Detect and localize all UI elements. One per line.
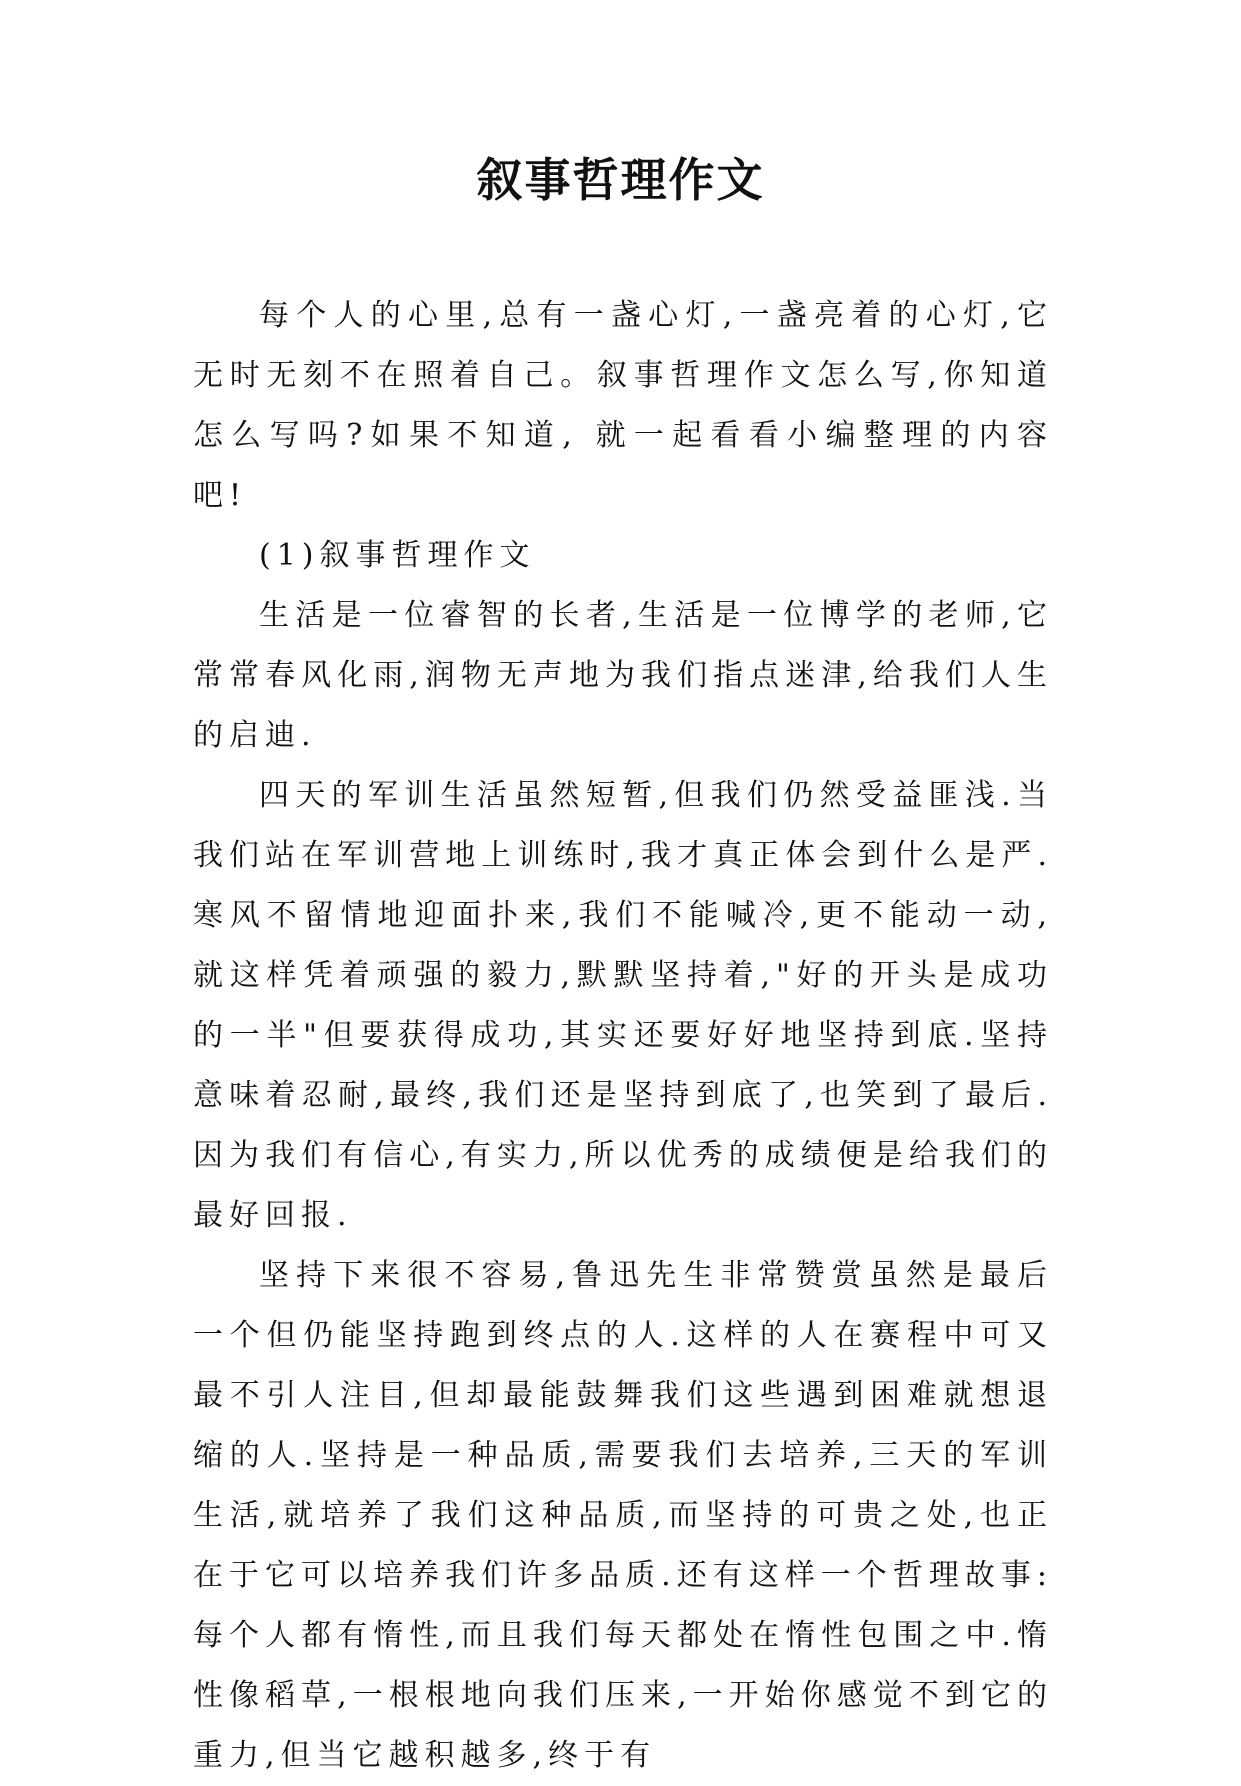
document-title: 叙事哲理作文	[476, 153, 765, 207]
paragraph-section-heading: (1)叙事哲理作文	[259, 538, 536, 573]
paragraph-military-training: 四天的军训生活虽然短暂,但我们仍然受益匪浅.当我们站在军训营地上训练时,我才真正体会到什么是严.寒风不留情地迎面扑来,我们不能喊冷,更不能动一动,就这样凭着顽强的毅力,默默坚持着,"好的开头是成功的一半"但要获得成功,其实还要好好地坚持到底.坚持意味着忍耐,最终,我们还是坚持到底了,也笑到了最后.因为我们有信心,有实力,所以优秀的成绩便是给我们的最好回报.	[193, 778, 1053, 1233]
document-body	[193, 286, 1053, 1786]
paragraph-life-teacher: 生活是一位睿智的长者,生活是一位博学的老师,它常常春风化雨,润物无声地为我们指点迷津,给我们人生的启迪.	[193, 598, 1053, 753]
paragraph-persistence: 坚持下来很不容易,鲁迅先生非常赞赏虽然是最后一个但仍能坚持跑到终点的人.这样的人在赛程中可又最不引人注目,但却最能鼓舞我们这些遇到困难就想退缩的人.坚持是一种品质,需要我们去培养,三天的军训生活,就培养了我们这种品质,而坚持的可贵之处,也正在于它可以培养我们许多品质.还有这样一个哲理故事:每个人都有惰性,而且我们每天都处在惰性包围之中.惰性像稻草,一根根地向我们压来,一开始你感觉不到它的重力,但当它越积越多,终于有	[193, 1258, 1053, 1773]
paragraph-intro: 每个人的心里,总有一盏心灯,一盏亮着的心灯,它无时无刻不在照着自己。叙事哲理作文怎么写,你知道怎么写吗?如果不知道, 就一起看看小编整理的内容吧!	[193, 298, 1053, 513]
